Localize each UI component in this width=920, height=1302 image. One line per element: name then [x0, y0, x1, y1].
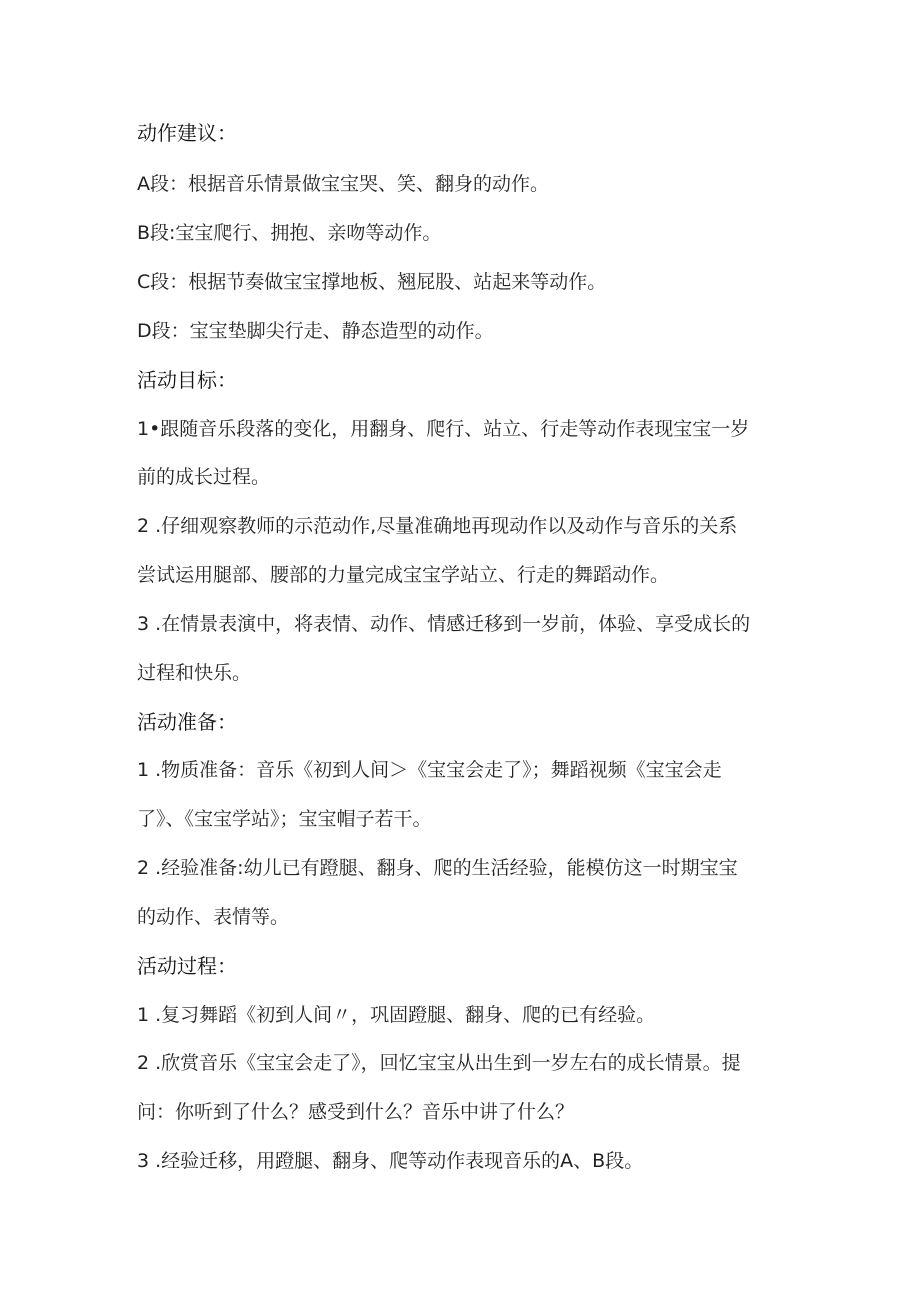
- paragraph-line: 2 .欣赏音乐《宝宝会走了》，回忆宝宝从出生到一岁左右的成长情景。提: [137, 1052, 741, 1074]
- section-heading: 活动目标：: [137, 368, 237, 392]
- paragraph-line: 1 .物质准备：音乐《初到人间＞《宝宝会走了》；舞蹈视频《宝宝会走: [137, 759, 722, 781]
- paragraph-line: A段：根据音乐情景做宝宝哭、笑、翻身的动作。: [137, 173, 549, 195]
- paragraph-line: 过程和快乐。: [137, 662, 252, 684]
- paragraph-line: 尝试运用腿部、腰部的力量完成宝宝学站立、行走的舞蹈动作。: [137, 564, 670, 586]
- paragraph-line: 问：你听到了什么？感受到什么？音乐中讲了什么？: [137, 1101, 575, 1123]
- paragraph-line: 3 .经验迁移，用蹬腿、翻身、爬等动作表现音乐的A、B段。: [137, 1150, 644, 1172]
- paragraph-line: C段：根据节奏做宝宝撑地板、翘屁股、站起来等动作。: [137, 271, 607, 293]
- paragraph-line: 2 .仔细观察教师的示范动作,尽量准确地再现动作以及动作与音乐的关系: [137, 515, 738, 537]
- section-heading: 活动过程：: [137, 954, 237, 978]
- paragraph-line: 2 .经验准备:幼儿已有蹬腿、翻身、爬的生活经验，能模仿这一时期宝宝: [137, 857, 738, 879]
- paragraph-line: 了》、《宝宝学站》；宝宝帽子若干。: [137, 808, 432, 830]
- paragraph-line: 3 .在情景表演中，将表情、动作、情感迁移到一岁前，体验、享受成长的: [137, 613, 751, 635]
- paragraph-line: 1 .复习舞蹈《初到人间〃，巩固蹬腿、翻身、爬的已有经验。: [137, 1004, 656, 1026]
- paragraph-line: 前的成长过程。: [137, 466, 271, 488]
- paragraph-line: B段:宝宝爬行、拥抱、亲吻等动作。: [137, 222, 442, 244]
- paragraph-line: 1•跟随音乐段落的变化，用翻身、爬行、站立、行走等动作表现宝宝一岁: [137, 418, 750, 440]
- paragraph-line: 的动作、表情等。: [137, 906, 290, 928]
- section-heading: 活动准备：: [137, 710, 237, 734]
- paragraph-line: D段：宝宝垫脚尖行走、静态造型的动作。: [137, 320, 494, 342]
- section-heading: 动作建议：: [137, 121, 237, 145]
